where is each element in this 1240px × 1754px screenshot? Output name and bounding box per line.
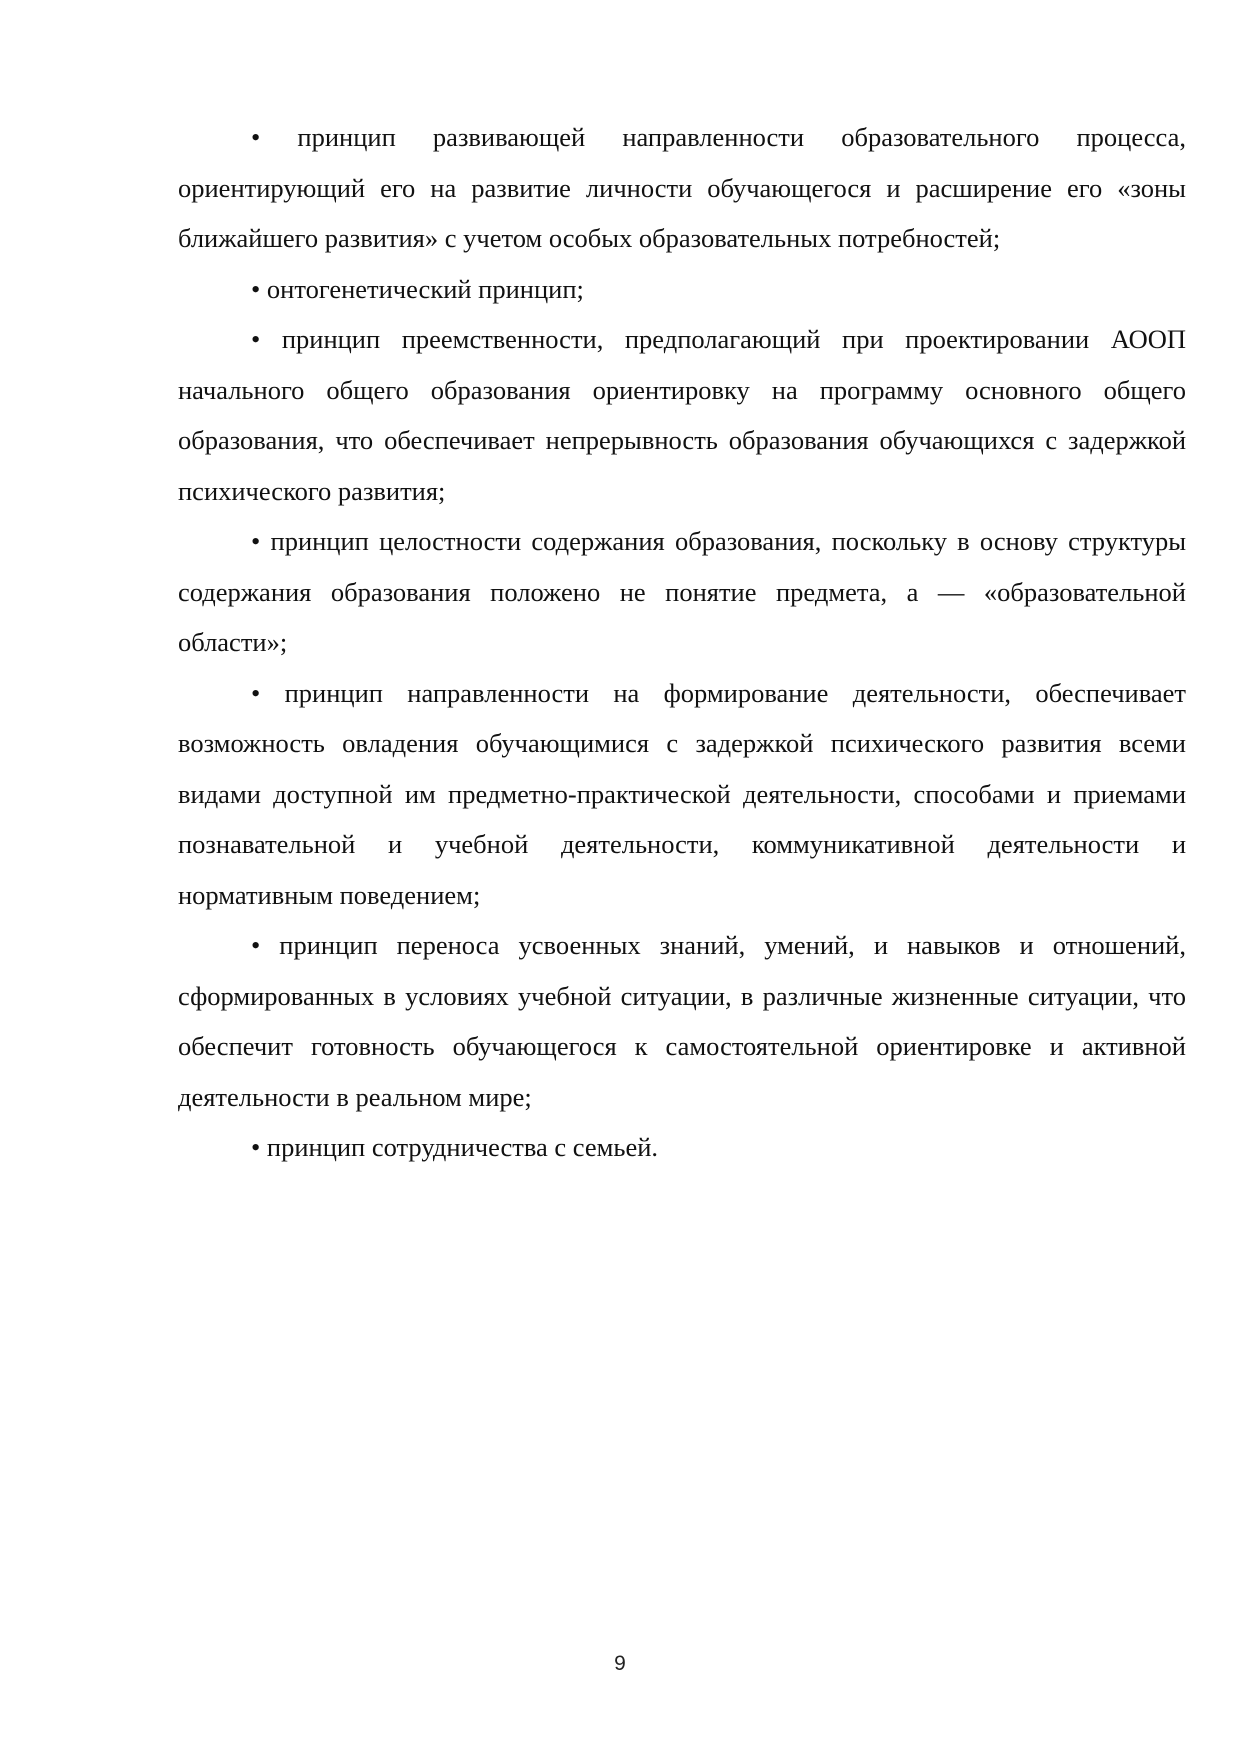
paragraph-developing-orientation: • принцип развивающей направленности образовательного процесса, ориентирующий его на развитие личности обучающегося и расширение его «зоны ближайшего развития» с учетом особых образовательных потребностей;: [178, 122, 1186, 253]
paragraph-integrity: • принцип целостности содержания образования, поскольку в основу структуры содержания образования положено не понятие предмета, а — «образовательной области»;: [178, 526, 1186, 657]
paragraph-family-cooperation: • принцип сотрудничества с семьей.: [251, 1132, 659, 1162]
page-number: 9: [614, 1652, 626, 1675]
paragraph-activity-orientation: • принцип направленности на формирование деятельности, обеспечивает возможность овладения обучающимися с задержкой психического развития всеми видами доступной им предметно-практической деятельности, способами и приемами познавательной и учебной деятельности, коммуникативной деятельности и нормативным поведением;: [178, 677, 1186, 910]
paragraph-ontogenetic: • онтогенетический принцип;: [251, 273, 584, 304]
paragraph-knowledge-transfer: • принцип переноса усвоенных знаний, умений, и навыков и отношений, сформированных в условиях учебной ситуации, в различные жизненные ситуации, что обеспечит готовность обучающегося к самостоятельной ориентировке и активной деятельности в реальном мире;: [178, 930, 1186, 1112]
paragraph-continuity: • принцип преемственности, предполагающий при проектировании АООП начального общего образования ориентировку на программу основного общего образования, что обеспечивает непрерывность образования обучающихся с задержкой психического развития;: [178, 324, 1186, 506]
text-body: [178, 112, 1186, 1173]
